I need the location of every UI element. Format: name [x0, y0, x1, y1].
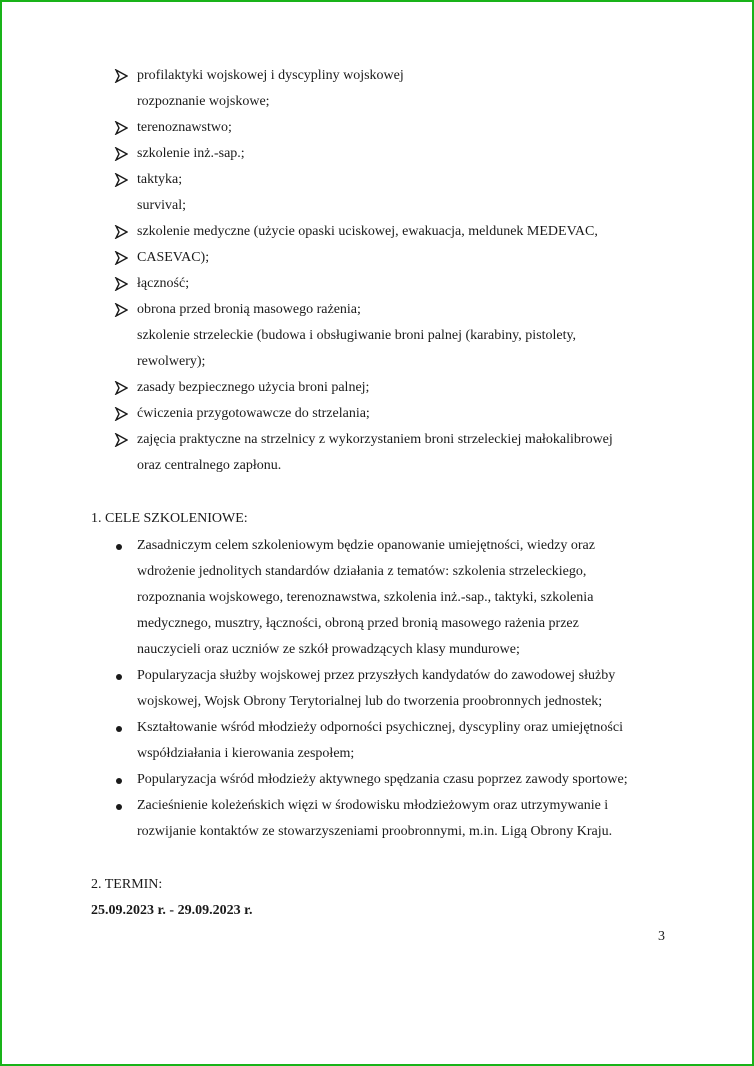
arrow-bullet-icon — [114, 173, 128, 187]
paragraph-line: Zacieśnienie koleżeńskich więzi w środowisku młodzieżowym oraz utrzymywanie i — [137, 798, 609, 813]
list-item: obrona przed bronią masowego rażenia; — [137, 302, 361, 317]
list-item: taktyka; — [137, 172, 183, 187]
bullet-dot — [116, 726, 122, 732]
paragraph-line: rozwijanie kontaktów ze stowarzyszeniami proobronnymi, m.in. Ligą Obrony Kraju. — [137, 824, 613, 839]
section-heading: 2. TERMIN: — [91, 877, 163, 892]
list-item: łączność; — [137, 276, 190, 291]
paragraph-line: współdziałania i kierowania zespołem; — [137, 746, 355, 761]
paragraph-line: Kształtowanie wśród młodzieży odporności psychicznej, dyscypliny oraz umiejętności — [137, 720, 623, 735]
arrow-bullet-icon — [114, 121, 128, 135]
list-item: szkolenie strzeleckie (budowa i obsługiwanie broni palnej (karabiny, pistolety, — [137, 328, 577, 343]
list-item: profilaktyki wojskowej i dyscypliny wojskowej — [137, 68, 404, 83]
bullet-dot — [116, 804, 122, 810]
list-item: rozpoznanie wojskowe; — [137, 94, 270, 109]
list-item: szkolenie medyczne (użycie opaski uciskowej, ewakuacja, meldunek MEDEVAC, — [137, 224, 598, 239]
list-item: survival; — [137, 198, 186, 213]
arrow-bullet-icon — [114, 407, 128, 421]
bullet-dot — [116, 674, 122, 680]
list-item: terenoznawstwo; — [137, 120, 232, 135]
arrow-bullet-icon — [114, 303, 128, 317]
paragraph-line: Zasadniczym celem szkoleniowym będzie opanowanie umiejętności, wiedzy oraz — [137, 538, 595, 553]
list-item: szkolenie inż.-sap.; — [137, 146, 245, 161]
arrow-bullet-icon — [114, 277, 128, 291]
list-item: oraz centralnego zapłonu. — [137, 458, 282, 473]
list-item: zajęcia praktyczne na strzelnicy z wykorzystaniem broni strzeleckiej małokalibrowej — [137, 432, 613, 447]
paragraph-line: rozpoznania wojskowego, terenoznawstwa, szkolenia inż.-sap., taktyki, szkolenia — [137, 590, 594, 605]
list-item: rewolwery); — [137, 354, 206, 369]
arrow-bullet-icon — [114, 147, 128, 161]
list-item: ćwiczenia przygotowawcze do strzelania; — [137, 406, 370, 421]
paragraph-line: wojskowej, Wojsk Obrony Terytorialnej lub do tworzenia proobronnych jednostek; — [137, 694, 603, 709]
arrow-bullet-icon — [114, 251, 128, 265]
bullet-dot — [116, 544, 122, 550]
arrow-bullet-icon — [114, 69, 128, 83]
paragraph-line: medycznego, musztry, łączności, obroną przed bronią masowego rażenia przez — [137, 616, 579, 631]
arrow-bullet-icon — [114, 225, 128, 239]
bullet-dot — [116, 778, 122, 784]
paragraph-line: Popularyzacja wśród młodzieży aktywnego spędzania czasu poprzez zawody sportowe; — [137, 772, 628, 787]
date-range: 25.09.2023 r. - 29.09.2023 r. — [91, 903, 253, 918]
arrow-bullet-icon — [114, 381, 128, 395]
paragraph-line: wdrożenie jednolitych standardów działania z tematów: szkolenia strzeleckiego, — [137, 564, 587, 579]
section-heading: 1. CELE SZKOLENIOWE: — [91, 511, 248, 526]
page-number: 3 — [658, 929, 665, 944]
list-item: zasady bezpiecznego użycia broni palnej; — [137, 380, 370, 395]
list-item: CASEVAC); — [137, 250, 210, 265]
paragraph-line: nauczycieli oraz uczniów ze szkół prowadzących klasy mundurowe; — [137, 642, 520, 657]
arrow-bullet-icon — [114, 433, 128, 447]
paragraph-line: Popularyzacja służby wojskowej przez przyszłych kandydatów do zawodowej służby — [137, 668, 616, 683]
